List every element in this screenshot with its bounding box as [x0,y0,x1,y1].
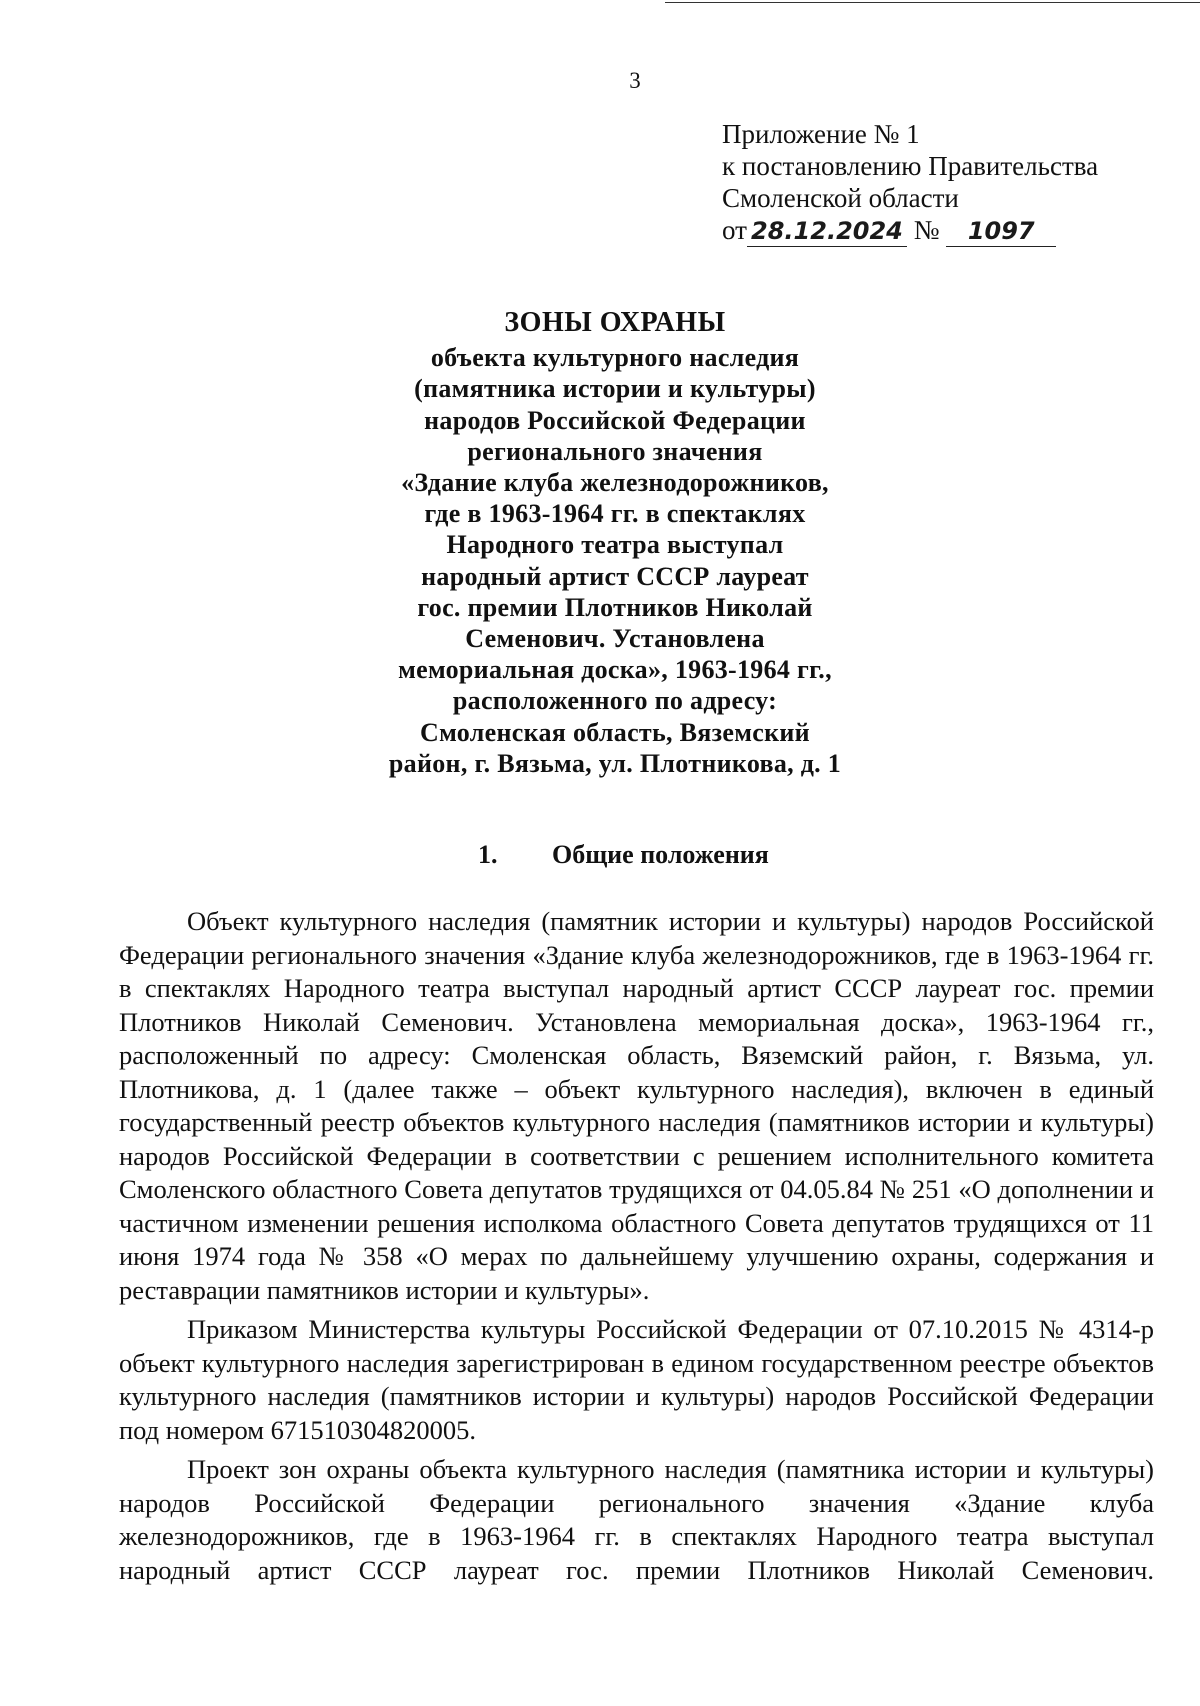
paragraph: Проект зон охраны объекта культурного наследия (памятника истории и культуры) народов Российской Федерации регионального значения «Здание клуба железнодорожников, где в 1963-1964 гг. в спектаклях Народного театра выступал народный артист СССР лауреат гос. премии Плотников Николай Семенович. [119,1454,1154,1585]
title-line: мемориальная доска», 1963-1964 гг., [398,655,832,685]
appendix-line-1: Приложение № 1 [722,119,920,149]
page-number: 3 [629,68,641,93]
top-border-line [665,2,1200,3]
section-title: Общие положения [552,840,769,869]
title-line: народов Российской Федерации [424,405,806,435]
handwritten-date: 28.12.2024 [747,216,907,247]
title-line: (памятника истории и культуры) [414,374,816,404]
title-line: где в 1963-1964 гг. в спектаклях [424,499,806,529]
appendix-header [722,118,1152,247]
handwritten-number: 1097 [946,216,1056,247]
paragraph: Объект культурного наследия (памятник истории и культуры) народов Российской Федерации регионального значения «Здание клуба железнодорожников, где в 1963-1964 гг. в спектаклях Народного театра выступал народный артист СССР лауреат гос. премии Плотников Николай Семенович. Установлена мемориальная доска», 1963-1964 гг., расположенный по адресу: Смоленская область, Вяземский район, г. Вязьма, ул. Плотникова, д. 1 (далее также – объект культурного наследия), включен в единый государственный реестр объектов культурного наследия (памятников истории и культуры) народов Российской Федерации в соответствии с решением исполнительного комитета Смоленского областного Совета депутатов трудящихся от 04.05.84 № 251 «О дополнении и частичном изменении решения исполкома областного Совета депутатов трудящихся от 11 июня 1974 года № 358 «О мерах по дальнейшему улучшению охраны, содержания и реставрации памятников истории и культуры». [119,906,1154,1305]
title-line: «Здание клуба железнодорожников, [401,468,829,498]
body-text [119,905,1154,1593]
title-line: объекта культурного наследия [430,343,800,373]
title-line: Народного театра выступал [446,530,784,560]
document-title [300,307,930,779]
date-prefix: от [722,215,747,245]
appendix-line-3: Смоленской области [722,183,959,213]
section-number: 1. [478,840,498,869]
appendix-date-line [722,214,1152,247]
title-line: регионального значения [467,436,763,466]
title-line: Смоленская область, Вяземский [420,717,810,747]
appendix-line-2: к постановлению Правительства [722,151,1099,181]
title-line: район, г. Вязьма, ул. Плотникова, д. 1 [388,748,842,778]
title-line: Семенович. Установлена [465,624,765,654]
section-heading [478,840,769,870]
number-prefix: № [913,215,940,245]
title-line: расположенного по адресу: [452,686,778,716]
title-line: народный артист СССР лауреат [421,561,809,591]
title-main: ЗОНЫ ОХРАНЫ [504,307,726,338]
paragraph: Приказом Министерства культуры Российской Федерации от 07.10.2015 № 4314-р объект культурного наследия зарегистрирован в едином государственном реестре объектов культурного наследия (памятников истории и культуры) народов Российской Федерации под номером 671510304820005. [119,1314,1154,1445]
title-line: гос. премии Плотников Николай [417,592,813,622]
